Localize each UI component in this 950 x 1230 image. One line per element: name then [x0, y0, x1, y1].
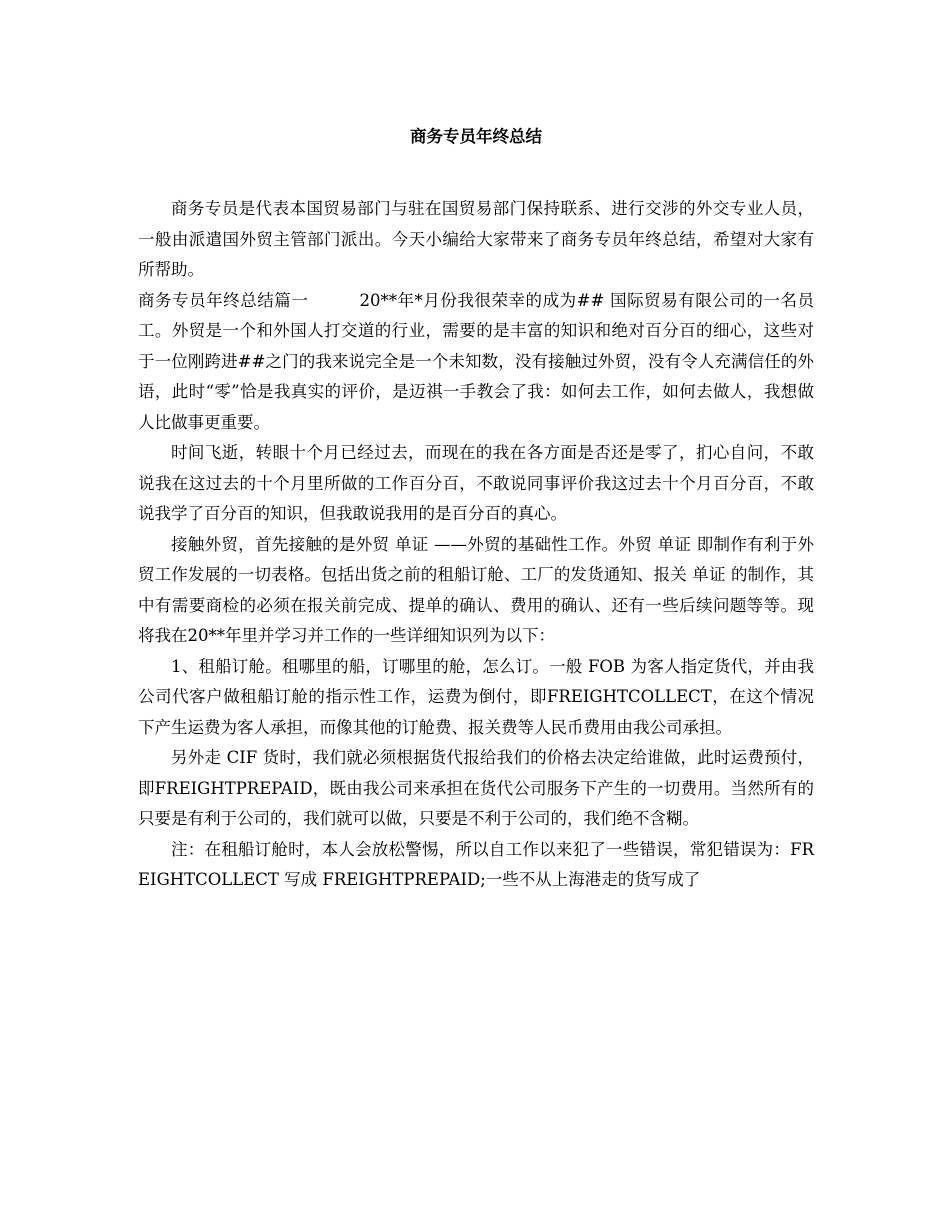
paragraph-time-flies: 时间飞逝，转眼十个月已经过去，而现在的我在各方面是否还是零了，扪心自问，不敢说我在这过去的十个月里所做的工作百分百，不敢说同事评价我这过去十个月百分百，不敢说我学了百分百的知识，但我敢说我用的是百分百的真心。 — [138, 443, 814, 523]
paragraph-intro: 商务专员是代表本国贸易部门与驻在国贸易部门保持联系、进行交涉的外交专业人员，一般由派遣国外贸主管部门派出。今天小编给大家带来了商务专员年终总结，希望对大家有所帮助。 — [138, 199, 814, 279]
paragraph-documents: 接触外贸，首先接触的是外贸 单证 ——外贸的基础性工作。外贸 单证 即制作有利于外贸工作发展的一切表格。包括出货之前的租船订舱、工厂的发货通知、报关 单证 的制作，其中有需要商检的必须在报关前完成、提单的确认、费用的确认、还有一些后续问题等等。现将我在20**年里并学习并工作的一些详细知识列为以下： — [138, 534, 814, 645]
document-title: 商务专员年终总结 — [410, 127, 542, 146]
paragraph-note: 注：在租船订舱时，本人会放松警惕，所以自工作以来犯了一些错误，常犯错误为：FREIGHTCOLLECT 写成 FREIGHTPREPAID;一些不从上海港走的货写成了 — [138, 839, 814, 889]
document-body — [138, 194, 814, 896]
paragraph-cif: 另外走 CIF 货时，我们就必须根据货代报给我们的价格去决定给谁做，此时运费预付，即FREIGHTPREPAID，既由我公司来承担在货代公司服务下产生的一切费用。当然所有的只要是有利于公司的，我们就可以做，只要是不利于公司的，我们绝不含糊。 — [138, 748, 814, 828]
paragraph-chartering: 1、租船订舱。租哪里的船，订哪里的舱，怎么订。一般 FOB 为客人指定货代，并由我公司代客户做租船订舱的指示性工作，运费为倒付，即FREIGHTCOLLECT，在这个情况下产生运费为客人承担，而像其他的订舱费、报关费等人民币费用由我公司承担。 — [138, 656, 814, 737]
paragraph-part-one: 商务专员年终总结篇一 20**年*月份我很荣幸的成为## 国际贸易有限公司的一名员工。外贸是一个和外国人打交道的行业，需要的是丰富的知识和绝对百分百的细心，这些对于一位刚跨进##之门的我来说完全是一个未知数，没有接触过外贸，没有令人充满信任的外语，此时“零”恰是我真实的评价，是迈祺一手教会了我：如何去工作，如何去做人，我想做人比做事更重要。 — [138, 290, 814, 432]
document-page — [138, 0, 814, 1230]
